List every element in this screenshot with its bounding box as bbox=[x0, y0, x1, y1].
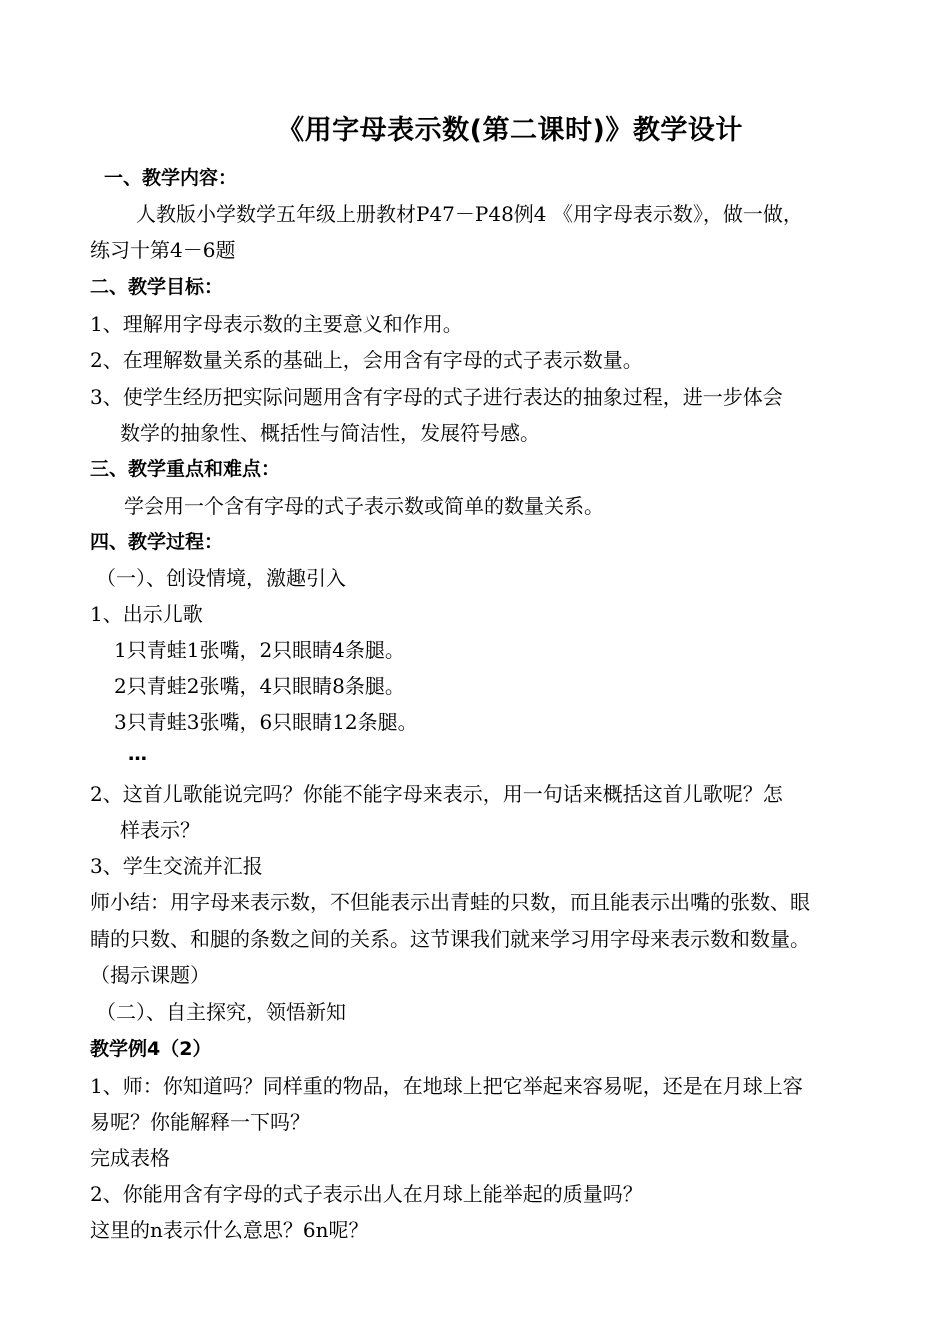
list-item: 1、师：你知道吗？同样重的物品，在地球上把它举起来容易呢，还是在月球上容 bbox=[90, 1074, 803, 1098]
song-line: 1只青蛙1张嘴，2只眼睛4条腿。 bbox=[114, 638, 405, 662]
list-item: 1、出示儿歌 bbox=[90, 602, 203, 626]
section-heading-key-points: 三、教学重点和难点： bbox=[90, 458, 281, 480]
list-item: 3、使学生经历把实际问题用含有字母的式子进行表达的抽象过程，进一步体会 bbox=[90, 385, 783, 409]
paragraph: 学会用一个含有字母的式子表示数或简单的数量关系。 bbox=[124, 494, 604, 518]
list-item: 1、理解用字母表示数的主要意义和作用。 bbox=[90, 312, 463, 336]
list-item: 2、在理解数量关系的基础上，会用含有字母的式子表示数量。 bbox=[90, 348, 643, 372]
list-item-continued: 易呢？你能解释一下吗？ bbox=[90, 1110, 310, 1134]
section-heading-goals: 二、教学目标： bbox=[90, 276, 224, 298]
paragraph: 练习十第4－6题 bbox=[90, 238, 236, 262]
subsection-heading: （二）、自主探究，领悟新知 bbox=[96, 1000, 346, 1024]
example-heading: 教学例4（2） bbox=[90, 1038, 212, 1060]
paragraph: 睛的只数、和腿的条数之间的关系。这节课我们就来学习用字母来表示数和数量。 bbox=[90, 927, 810, 951]
paragraph: 人教版小学数学五年级上册教材P47－P48例4 《用字母表示数》，做一做， bbox=[136, 202, 803, 226]
list-item: 3、学生交流并汇报 bbox=[90, 854, 263, 878]
list-item-continued: 样表示？ bbox=[120, 818, 200, 842]
subsection-heading: （一）、创设情境，激趣引入 bbox=[96, 566, 346, 590]
section-heading-content: 一、教学内容： bbox=[104, 167, 238, 189]
paragraph: 完成表格 bbox=[90, 1146, 170, 1170]
song-line: 2只青蛙2张嘴，4只眼睛8条腿。 bbox=[114, 674, 405, 698]
paragraph: 师小结：用字母来表示数，不但能表示出青蛙的只数，而且能表示出嘴的张数、眼 bbox=[90, 890, 810, 914]
list-item-continued: 数学的抽象性、概括性与简洁性，发展符号感。 bbox=[120, 421, 540, 445]
paragraph: 这里的n表示什么意思？6n呢？ bbox=[90, 1218, 369, 1242]
song-line: 3只青蛙3张嘴，6只眼睛12条腿。 bbox=[114, 710, 418, 734]
list-item: 2、这首儿歌能说完吗？你能不能字母来表示，用一句话来概括这首儿歌呢？怎 bbox=[90, 782, 783, 806]
section-heading-process: 四、教学过程： bbox=[90, 531, 224, 553]
list-item: 2、你能用含有字母的式子表示出人在月球上能举起的质量吗？ bbox=[90, 1182, 643, 1206]
paragraph: （揭示课题） bbox=[90, 963, 210, 987]
page-title: 《用字母表示数(第二课时)》教学设计 bbox=[277, 115, 743, 146]
song-ellipsis: … bbox=[128, 743, 147, 765]
